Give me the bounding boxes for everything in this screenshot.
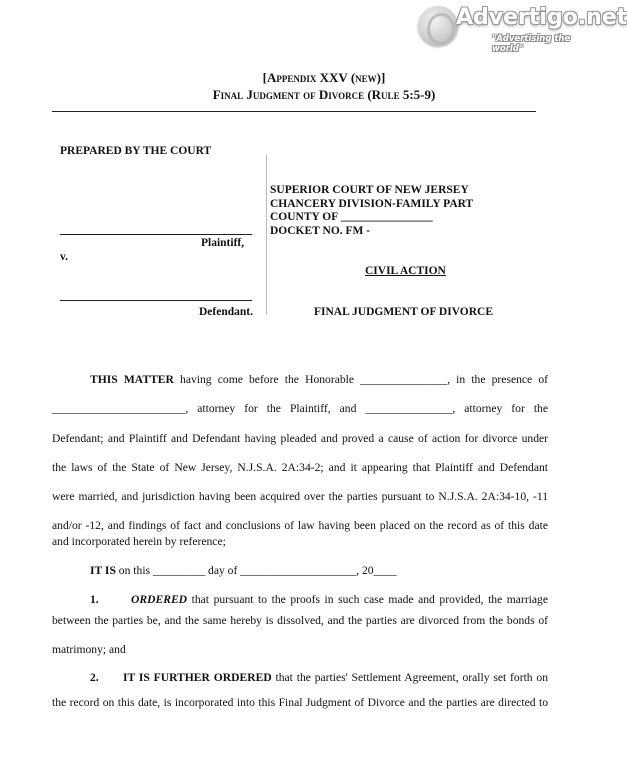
paragraph-text: that the parties' Settlement Agreement, orally set forth on (271, 671, 548, 684)
caption-divider (266, 155, 267, 315)
paragraph-line: _______________________, attorney for the Plaintiff, and _______________, attorney for the (52, 402, 548, 415)
paragraph-line: between the parties be, and the same hereby is dissolved, and the parties are divorced from the bonds of (52, 614, 548, 627)
appendix-label: [Appendix XXV (new)] (262, 70, 386, 85)
paragraph-line: and/or -12, and findings of fact and conclusions of law having been placed on the record as of this date (52, 519, 548, 532)
civil-action-label: CIVIL ACTION (365, 265, 446, 277)
defendant-name-line (60, 300, 252, 301)
order-number: 1. (90, 593, 99, 606)
paragraph-text: that pursuant to the proofs in such case made and provided, the marriage (187, 593, 548, 606)
header-divider (52, 111, 536, 112)
court-division: CHANCERY DIVISION-FAMILY PART (270, 197, 474, 210)
document-title: FINAL JUDGMENT OF DIVORCE (314, 306, 493, 318)
defendant-label: Defendant. (199, 306, 253, 318)
paragraph-line (131, 593, 548, 607)
court-county: COUNTY OF ________________ (270, 211, 433, 223)
plaintiff-name-line (60, 234, 252, 235)
it-is-lead: IT IS (90, 564, 116, 577)
paragraph-line: matrimony; and (52, 643, 126, 656)
date-text: on this _________ day of ____________________, 20____ (115, 564, 397, 577)
watermark-name: Advertigo.net (456, 5, 627, 30)
paragraph-line: the laws of the State of New Jersey, N.J.S.A. 2A:34-2; and it appearing that Plaintiff and Defendant (52, 461, 548, 474)
docket-number: DOCKET NO. FM - (270, 224, 371, 237)
page-title: Final Judgment of Divorce (Rule 5:5-9) (212, 87, 436, 102)
advertigo-watermark (418, 4, 627, 54)
paragraph-line: Defendant; and Plaintiff and Defendant having pleaded and proved a cause of action for divorce under (52, 432, 548, 445)
order-number: 2. (90, 671, 99, 684)
ordered-lead: ORDERED (131, 593, 188, 606)
date-line (90, 564, 548, 578)
court-name: SUPERIOR COURT OF NEW JERSEY (270, 184, 469, 196)
paragraph-line (123, 671, 548, 685)
matter-lead: THIS MATTER (90, 373, 174, 386)
document-header (0, 69, 600, 103)
globe-icon (418, 6, 458, 46)
versus-label: v. (60, 251, 68, 263)
paragraph-line: were married, and jurisdiction having been acquired over the parties pursuant to N.J.S.A. 2A:34-10, -11 (52, 490, 548, 503)
paragraph-line: the record on this date, is incorporated into this Final Judgment of Divorce and the parties are directed to (52, 696, 548, 709)
prepared-by: PREPARED BY THE COURT (60, 145, 212, 157)
plaintiff-label: Plaintiff, (201, 237, 245, 249)
court-block (270, 184, 473, 238)
paragraph-line (90, 373, 548, 387)
paragraph-text: having come before the Honorable _______________, in the presence of (173, 373, 548, 386)
paragraph-line: and incorporated herein by reference; (52, 535, 226, 548)
further-ordered-lead: IT IS FURTHER ORDERED (123, 671, 272, 684)
watermark-tagline: "Advertising the world" (492, 34, 571, 54)
